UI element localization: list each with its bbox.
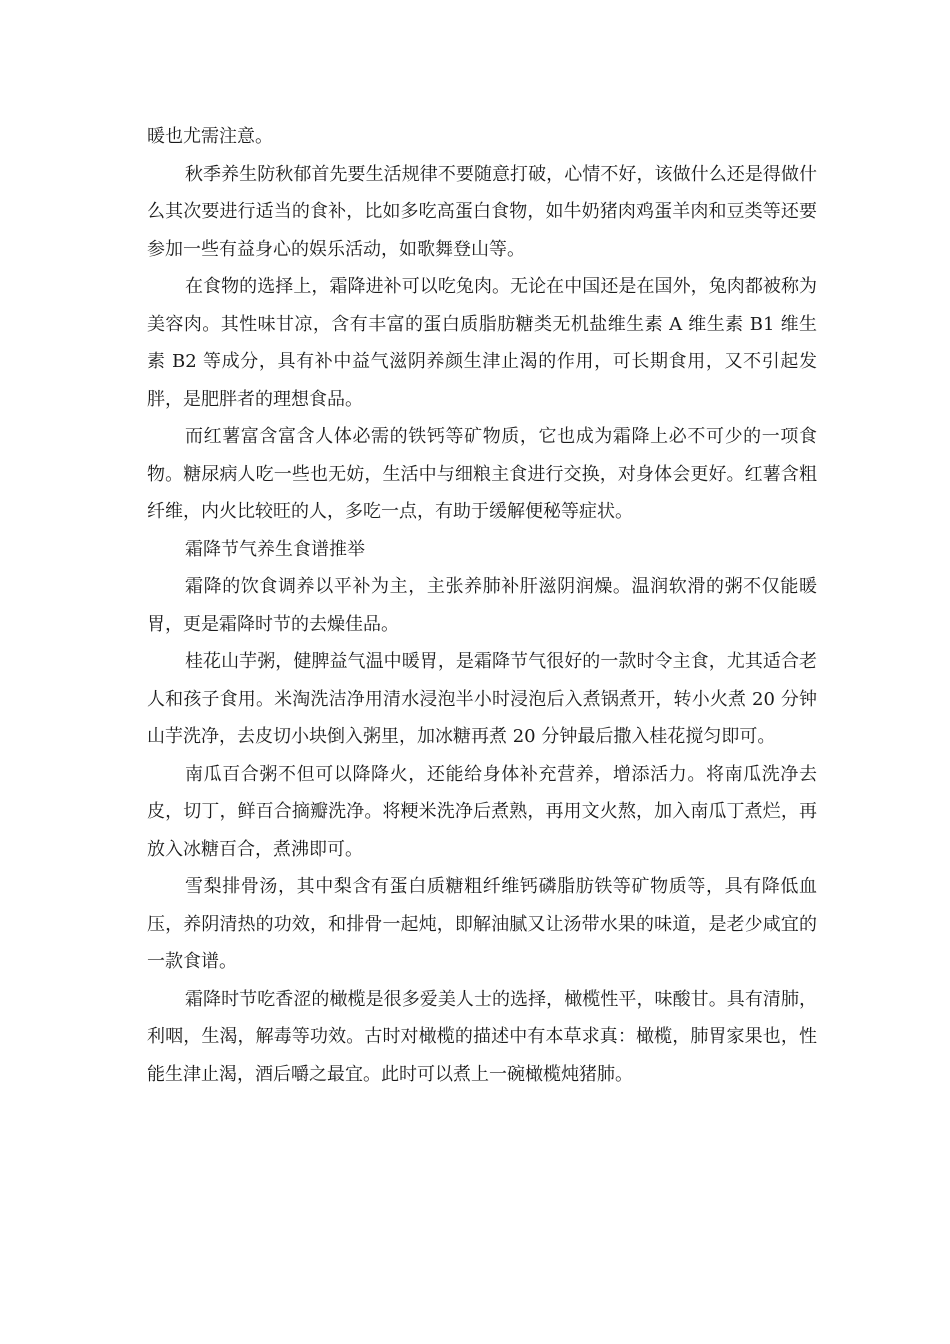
paragraph-continuation: 暖也尤需注意。 bbox=[147, 126, 273, 147]
paragraph-rabbit-meat: 在食物的选择上，霜降进补可以吃兔肉。无论在中国还是在国外，兔肉都被称为美容肉。其性味甘凉，含有丰富的蛋白质脂肪糖类无机盐维生素 A 维生素 B1 维生素 B2 等成分，具有补中益气滋阴养颜生津止渴的作用，可长期食用，又不引起发胖，是肥胖者的理想食品。 bbox=[147, 276, 817, 410]
paragraph-osmanthus-taro-porridge: 桂花山芋粥，健脾益气温中暖胃，是霜降节气很好的一款时令主食，尤其适合老人和孩子食用。米淘洗洁净用清水浸泡半小时浸泡后入煮锅煮开，转小火煮 20 分钟山芋洗净，去皮切小块倒入粥里，加冰糖再煮 20 分钟最后撒入桂花搅匀即可。 bbox=[147, 651, 817, 747]
paragraph-olive: 霜降时节吃香涩的橄榄是很多爱美人士的选择，橄榄性平，味酸甘。具有清肺，利咽，生渴，解毒等功效。古时对橄榄的描述中有本草求真：橄榄，肺胃家果也，性能生津止渴，酒后嚼之最宜。此时可以煮上一碗橄榄炖猪肺。 bbox=[147, 988, 817, 1085]
document-body bbox=[147, 118, 817, 1093]
paragraph-pear-rib-soup: 雪梨排骨汤，其中梨含有蛋白质糖粗纤维钙磷脂肪铁等矿物质等，具有降低血压，养阴清热的功效，和排骨一起炖，即解油腻又让汤带水果的味道，是老少咸宜的一款食谱。 bbox=[147, 876, 817, 972]
paragraph-autumn-melancholy: 秋季养生防秋郁首先要生活规律不要随意打破，心情不好，该做什么还是得做什么其次要进行适当的食补，比如多吃高蛋白食物，如牛奶猪肉鸡蛋羊肉和豆类等还要参加一些有益身心的娱乐活动，如歌舞登山等。 bbox=[147, 163, 817, 260]
paragraph-pumpkin-lily-porridge: 南瓜百合粥不但可以降降火，还能给身体补充营养，增添活力。将南瓜洗净去皮，切丁，鲜百合摘瓣洗净。将粳米洗净后煮熟，再用文火熬，加入南瓜丁煮烂，再放入冰糖百合，煮沸即可。 bbox=[147, 763, 817, 860]
section-heading-recipes: 霜降节气养生食谱推举 bbox=[185, 538, 365, 560]
paragraph-diet-principle: 霜降的饮食调养以平补为主，主张养肺补肝滋阴润燥。温润软滑的粥不仅能暖胃，更是霜降时节的去燥佳品。 bbox=[147, 576, 817, 635]
paragraph-sweet-potato: 而红薯富含富含人体必需的铁钙等矿物质，它也成为霜降上必不可少的一项食物。糖尿病人吃一些也无妨，生活中与细粮主食进行交换，对身体会更好。红薯含粗纤维，内火比较旺的人，多吃一点，有助于缓解便秘等症状。 bbox=[147, 426, 817, 522]
